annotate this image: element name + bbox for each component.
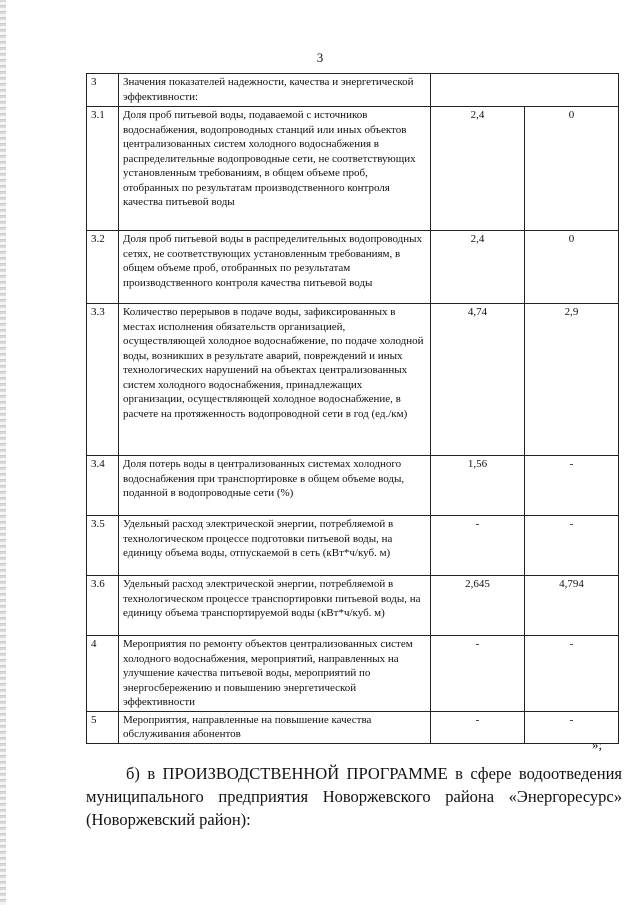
table-row: [87, 576, 619, 636]
table-row: [87, 107, 619, 231]
row-description: Доля проб питьевой воды в распределительных водопроводных сетях, не соответствующих установленным требованиям, в общем объеме проб, отобранных по результатам производственного контроля качества питьевой воды: [119, 231, 431, 304]
row-value-1: 2,645: [431, 576, 525, 636]
row-description: Значения показателей надежности, качества и энергетической эффективности:: [119, 74, 431, 107]
row-value-1: 2,4: [431, 107, 525, 231]
row-description: Доля проб питьевой воды, подаваемой с источников водоснабжения, водопроводных станций или иных объектов централизованных систем холодного водоснабжения в распределительные водопроводные сети, не соответствующих установленным требованиям, в общем объеме проб, отобранных по результатам производственного контроля качества питьевой воды: [119, 107, 431, 231]
row-number: 4: [87, 636, 119, 712]
paragraph-line: (Новоржевский район):: [86, 810, 251, 829]
table-row: [87, 456, 619, 516]
table-row: [87, 74, 619, 107]
row-value-1: -: [431, 516, 525, 576]
row-value-1: -: [431, 711, 525, 743]
row-value-1: 4,74: [431, 304, 525, 456]
row-value-2: 4,794: [525, 576, 619, 636]
table-row: [87, 636, 619, 712]
merged-value-cell: [431, 74, 619, 107]
row-value-2: -: [525, 636, 619, 712]
row-value-2: -: [525, 711, 619, 743]
row-value-2: 0: [525, 231, 619, 304]
row-value-2: -: [525, 516, 619, 576]
page-number: 3: [316, 50, 324, 65]
body-paragraph: [86, 762, 622, 831]
table-row: [87, 231, 619, 304]
paragraph-line: б) в ПРОИЗВОДСТВЕННОЙ ПРОГРАММЕ в сфере водоотведения: [126, 764, 622, 783]
row-value-1: 2,4: [431, 231, 525, 304]
table-row: [87, 711, 619, 743]
table-row: [87, 304, 619, 456]
row-description: Удельный расход электрической энергии, потребляемой в технологическом процессе транспортировки питьевой воды, на единицу объема транспортируемой воды (кВт*ч/куб. м): [119, 576, 431, 636]
row-description: Количество перерывов в подаче воды, зафиксированных в местах исполнения обязательств организацией, осуществляющей холодное водоснабжение, по подаче холодной воды, возникших в результате аварий, повреждений и иных технологических нарушений на объектах централизованных систем холодного водоснабжения, принадлежащих организации, осуществляющей холодное водоснабжение, в расчете на протяженность водопроводной сети в год (ед./км): [119, 304, 431, 456]
row-number: 3.3: [87, 304, 119, 456]
row-description: Мероприятия, направленные на повышение качества обслуживания абонентов: [119, 711, 431, 743]
table-row: [87, 516, 619, 576]
row-value-1: 1,56: [431, 456, 525, 516]
row-number: 3.1: [87, 107, 119, 231]
row-number: 3.6: [87, 576, 119, 636]
row-description: Мероприятия по ремонту объектов централизованных систем холодного водоснабжения, мероприятий, направленных на улучшение качества питьевой воды, мероприятий по энергосбережению и повышению энергетической эффективности: [119, 636, 431, 712]
row-value-1: -: [431, 636, 525, 712]
row-number: 3.4: [87, 456, 119, 516]
paragraph-line: муниципального предприятия Новоржевского района «Энергоресурс»: [86, 787, 622, 806]
row-value-2: 0: [525, 107, 619, 231]
row-description: Удельный расход электрической энергии, потребляемой в технологическом процессе подготовки питьевой воды, на единицу объема воды, отпускаемой в сеть (кВт*ч/куб. м): [119, 516, 431, 576]
row-number: 3.5: [87, 516, 119, 576]
scan-edge: [0, 0, 6, 905]
row-value-2: -: [525, 456, 619, 516]
row-description: Доля потерь воды в централизованных системах холодного водоснабжения при транспортировке в общем объеме воды, поданной в водопроводные сети (%): [119, 456, 431, 516]
row-number: 3.2: [87, 231, 119, 304]
indicators-table: [86, 73, 619, 744]
row-number: 3: [87, 74, 119, 107]
closing-quote-mark: »;: [592, 737, 603, 752]
row-number: 5: [87, 711, 119, 743]
row-value-2: 2,9: [525, 304, 619, 456]
